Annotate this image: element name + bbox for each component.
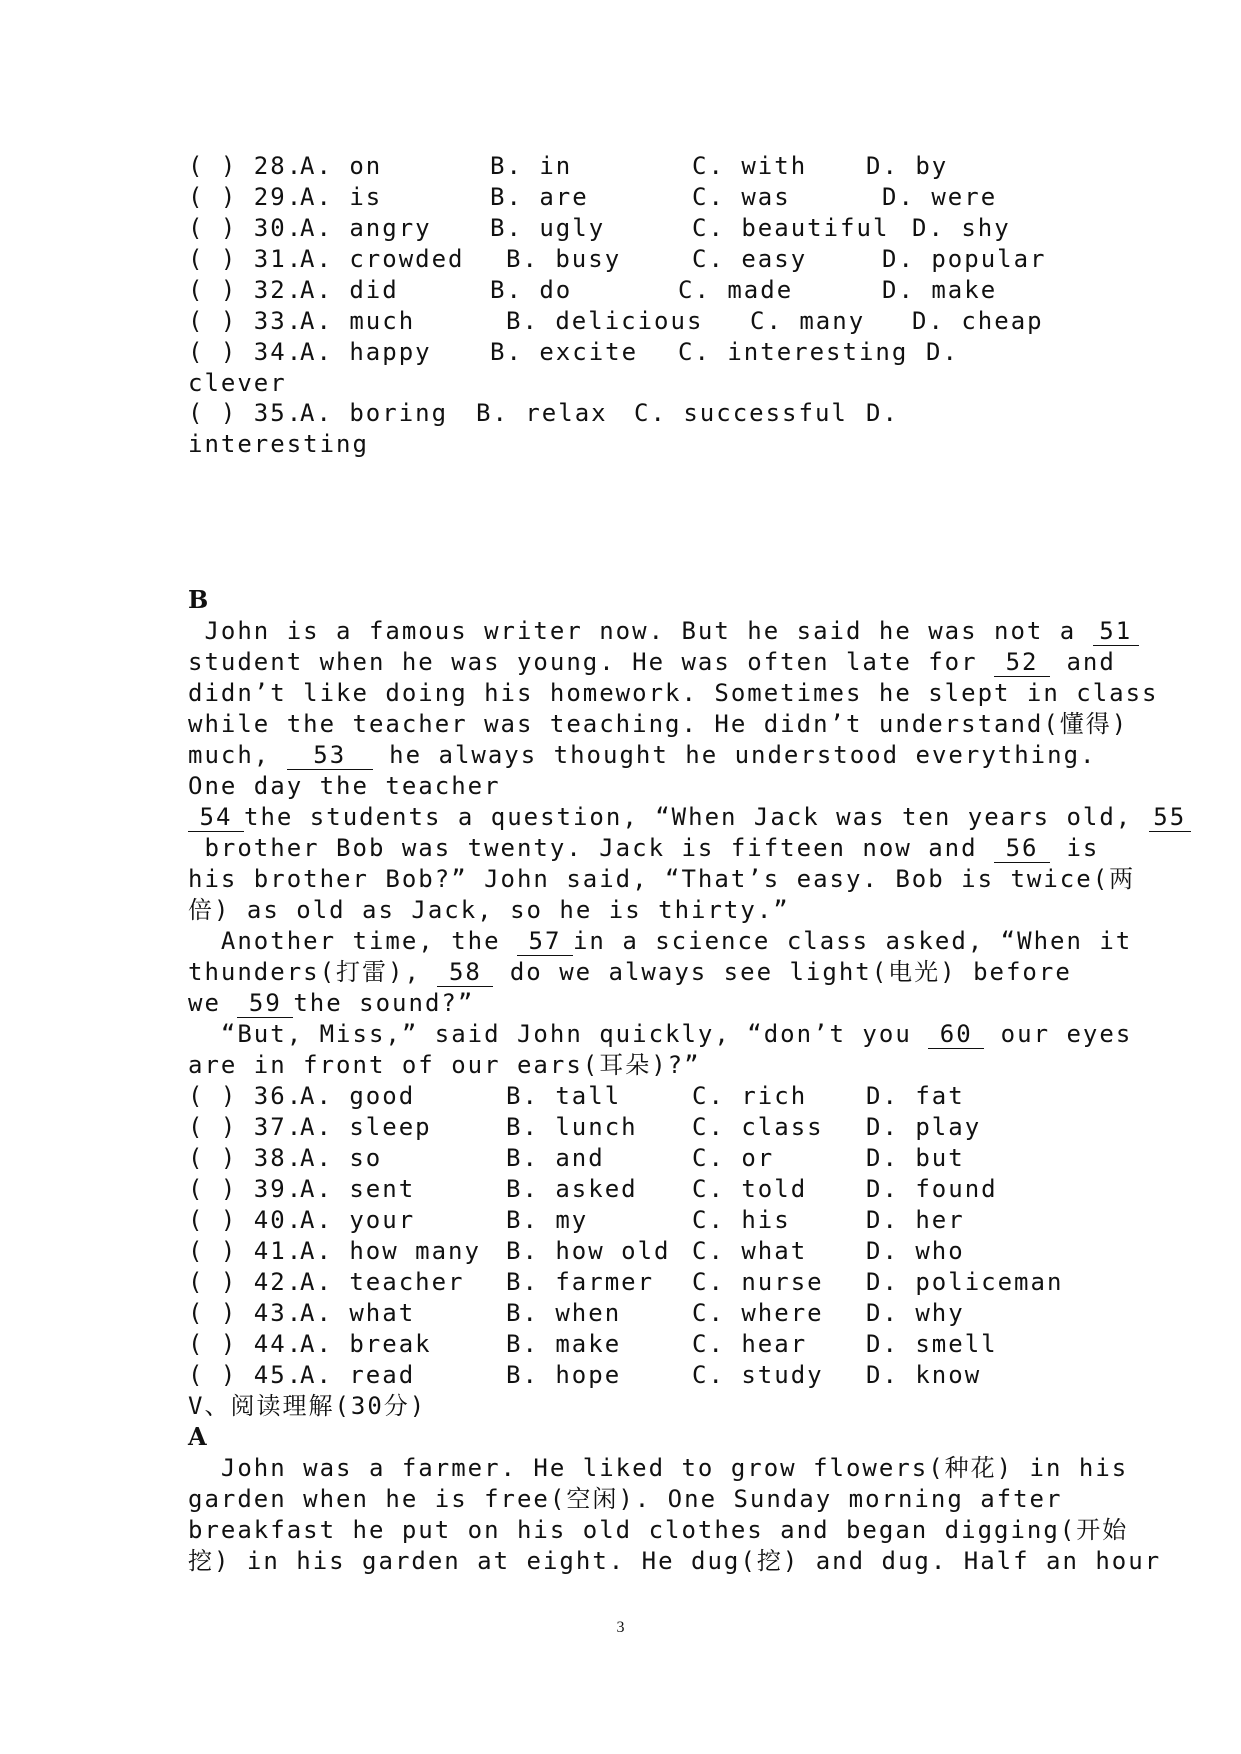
option-b: B. ugly (490, 214, 606, 242)
option-row (188, 338, 959, 366)
blank-59: 59 (237, 989, 293, 1018)
option-b: B. hope (506, 1361, 622, 1389)
passage-line: 54 the students a question, “When Jack was ten years old, 55 (188, 803, 1191, 831)
option-a: A. what (300, 1299, 416, 1327)
passage-line: breakfast he put on his old clothes and began digging(开始 (188, 1516, 1129, 1544)
blank-54: 54 (188, 803, 244, 832)
option-d: D. but (866, 1144, 965, 1172)
passage-line: didn’t like doing his homework. Sometimes he slept in class (188, 679, 1159, 707)
option-c: C. interesting (678, 338, 909, 366)
page-number: 3 (616, 1619, 625, 1636)
option-b: B. do (490, 276, 573, 304)
question-number: ( ) 29. (188, 183, 304, 211)
option-b: B. lunch (506, 1113, 638, 1141)
blank-51: 51 (1093, 617, 1139, 646)
option-b: B. and (506, 1144, 605, 1172)
option-a: A. much (300, 307, 416, 335)
option-d: D. why (866, 1299, 965, 1327)
passage-line: we 59 the sound?” (188, 989, 475, 1017)
option-a: A. boring (300, 399, 449, 427)
passage-line: John is a famous writer now. But he said he was not a 51 (188, 617, 1139, 645)
option-b: B. are (490, 183, 589, 211)
blank-52: 52 (994, 648, 1050, 677)
option-a: A. happy (300, 338, 432, 366)
option-c: C. was (692, 183, 791, 211)
option-d: D. know (866, 1361, 982, 1389)
question-number: ( ) 28. (188, 152, 304, 180)
option-a: A. how many (300, 1237, 481, 1265)
option-b: B. my (506, 1206, 589, 1234)
option-a: A. sent (300, 1175, 416, 1203)
question-number: ( ) 30. (188, 214, 304, 242)
option-b: B. make (506, 1330, 622, 1358)
option-a: A. is (300, 183, 383, 211)
option-d: D. were (882, 183, 998, 211)
passage-line: John was a farmer. He liked to grow flowers(种花) in his (188, 1454, 1129, 1482)
option-b: B. farmer (506, 1268, 655, 1296)
option-b: B. excite (490, 338, 639, 366)
option-d: D. policeman (866, 1268, 1064, 1296)
option-b: B. asked (506, 1175, 638, 1203)
option-d: D. (926, 338, 959, 366)
option-a: A. read (300, 1361, 416, 1389)
option-c: C. where (692, 1299, 824, 1327)
option-row (188, 1113, 982, 1141)
option-row (188, 1361, 982, 1389)
option-row (188, 1299, 965, 1327)
option-a: A. angry (300, 214, 432, 242)
section-heading-a: A (188, 1422, 207, 1451)
option-a: A. sleep (300, 1113, 432, 1141)
option-c: C. with (692, 152, 808, 180)
option-d: D. who (866, 1237, 965, 1265)
option-c: C. easy (692, 245, 808, 273)
question-number: ( ) 37. (188, 1113, 304, 1141)
passage-line: are in front of our ears(耳朵)?” (188, 1051, 701, 1079)
passage-line: 挖) in his garden at eight. He dug(挖) and dug. Half an hour (188, 1547, 1162, 1575)
option-a: A. on (300, 152, 383, 180)
question-number: ( ) 35. (188, 399, 304, 427)
option-a: A. teacher (300, 1268, 465, 1296)
option-d: D. her (866, 1206, 965, 1234)
option-c: C. class (692, 1113, 824, 1141)
option-b: B. delicious (506, 307, 704, 335)
option-c: C. study (692, 1361, 824, 1389)
option-a: A. so (300, 1144, 383, 1172)
option-row (188, 183, 998, 211)
blank-60: 60 (928, 1020, 984, 1049)
option-c: C. many (750, 307, 866, 335)
option-c: C. what (692, 1237, 808, 1265)
blank-56: 56 (994, 834, 1050, 863)
option-b: B. in (490, 152, 573, 180)
option-d: D. smell (866, 1330, 998, 1358)
option-row (188, 245, 1047, 273)
option-d-wrapped: interesting (188, 430, 369, 458)
option-a: A. did (300, 276, 399, 304)
question-number: ( ) 33. (188, 307, 304, 335)
question-number: ( ) 31. (188, 245, 304, 273)
passage-line: while the teacher was teaching. He didn’t understand(懂得) (188, 710, 1129, 738)
option-a: A. your (300, 1206, 416, 1234)
question-number: ( ) 40. (188, 1206, 304, 1234)
option-c: C. nurse (692, 1268, 824, 1296)
question-number: ( ) 41. (188, 1237, 304, 1265)
question-number: ( ) 36. (188, 1082, 304, 1110)
option-row (188, 1144, 965, 1172)
question-number: ( ) 44. (188, 1330, 304, 1358)
passage-line: “But, Miss,” said John quickly, “don’t you 60 our eyes (188, 1020, 1133, 1048)
option-c: C. hear (692, 1330, 808, 1358)
option-d: D. popular (882, 245, 1047, 273)
option-wrap (188, 430, 369, 458)
question-number: ( ) 43. (188, 1299, 304, 1327)
passage-line: Another time, the 57 in a science class asked, “When it (188, 927, 1133, 955)
question-number: ( ) 42. (188, 1268, 304, 1296)
passage-line: much, 53 he always thought he understood everything. (188, 741, 1097, 769)
passage-line: his brother Bob?” John said, “That’s easy. Bob is twice(两 (188, 865, 1136, 893)
section-title-reading: V、阅读理解(30分) (188, 1392, 427, 1420)
option-row (188, 307, 1044, 335)
option-row (188, 399, 899, 427)
question-number: ( ) 39. (188, 1175, 304, 1203)
option-row (188, 1175, 998, 1203)
option-a: A. break (300, 1330, 432, 1358)
blank-53: 53 (287, 741, 373, 770)
option-d: D. found (866, 1175, 998, 1203)
option-b: B. how old (506, 1237, 671, 1265)
blank-55: 55 (1149, 803, 1191, 832)
option-d: D. cheap (912, 307, 1044, 335)
option-d: D. play (866, 1113, 982, 1141)
option-row (188, 276, 998, 304)
option-d: D. fat (866, 1082, 965, 1110)
option-a: A. good (300, 1082, 416, 1110)
option-d-wrapped: clever (188, 369, 287, 397)
option-d: D. make (882, 276, 998, 304)
option-c: C. successful (634, 399, 848, 427)
passage-line: One day the teacher (188, 772, 501, 800)
option-row (188, 1237, 965, 1265)
option-d: D. by (866, 152, 949, 180)
option-c: C. made (678, 276, 794, 304)
question-number: ( ) 34. (188, 338, 304, 366)
option-b: B. relax (476, 399, 608, 427)
option-d: D. shy (912, 214, 1011, 242)
blank-57: 57 (517, 927, 573, 956)
option-c: C. told (692, 1175, 808, 1203)
question-number: ( ) 32. (188, 276, 304, 304)
option-c: C. or (692, 1144, 775, 1172)
section-heading-b: B (188, 585, 209, 614)
passage-line: thunders(打雷), 58 do we always see light(电光) before (188, 958, 1072, 986)
option-d: D. (866, 399, 899, 427)
question-number: ( ) 45. (188, 1361, 304, 1389)
option-row (188, 1206, 965, 1234)
blank-58: 58 (437, 958, 493, 987)
option-row (188, 152, 949, 180)
option-row (188, 1082, 965, 1110)
option-b: B. tall (506, 1082, 622, 1110)
option-a: A. crowded (300, 245, 465, 273)
option-row (188, 1268, 1064, 1296)
passage-line: student when he was young. He was often late for 52 and (188, 648, 1116, 676)
question-number: ( ) 38. (188, 1144, 304, 1172)
option-row (188, 1330, 998, 1358)
option-c: C. his (692, 1206, 791, 1234)
option-b: B. busy (506, 245, 622, 273)
option-row (188, 214, 1011, 242)
option-c: C. rich (692, 1082, 808, 1110)
option-wrap (188, 369, 287, 397)
option-b: B. when (506, 1299, 622, 1327)
option-c: C. beautiful (692, 214, 890, 242)
passage-line: garden when he is free(空闲). One Sunday morning after (188, 1485, 1063, 1513)
passage-line: brother Bob was twenty. Jack is fifteen now and 56 is (188, 834, 1100, 862)
passage-line: 倍) as old as Jack, so he is thirty.” (188, 896, 790, 924)
